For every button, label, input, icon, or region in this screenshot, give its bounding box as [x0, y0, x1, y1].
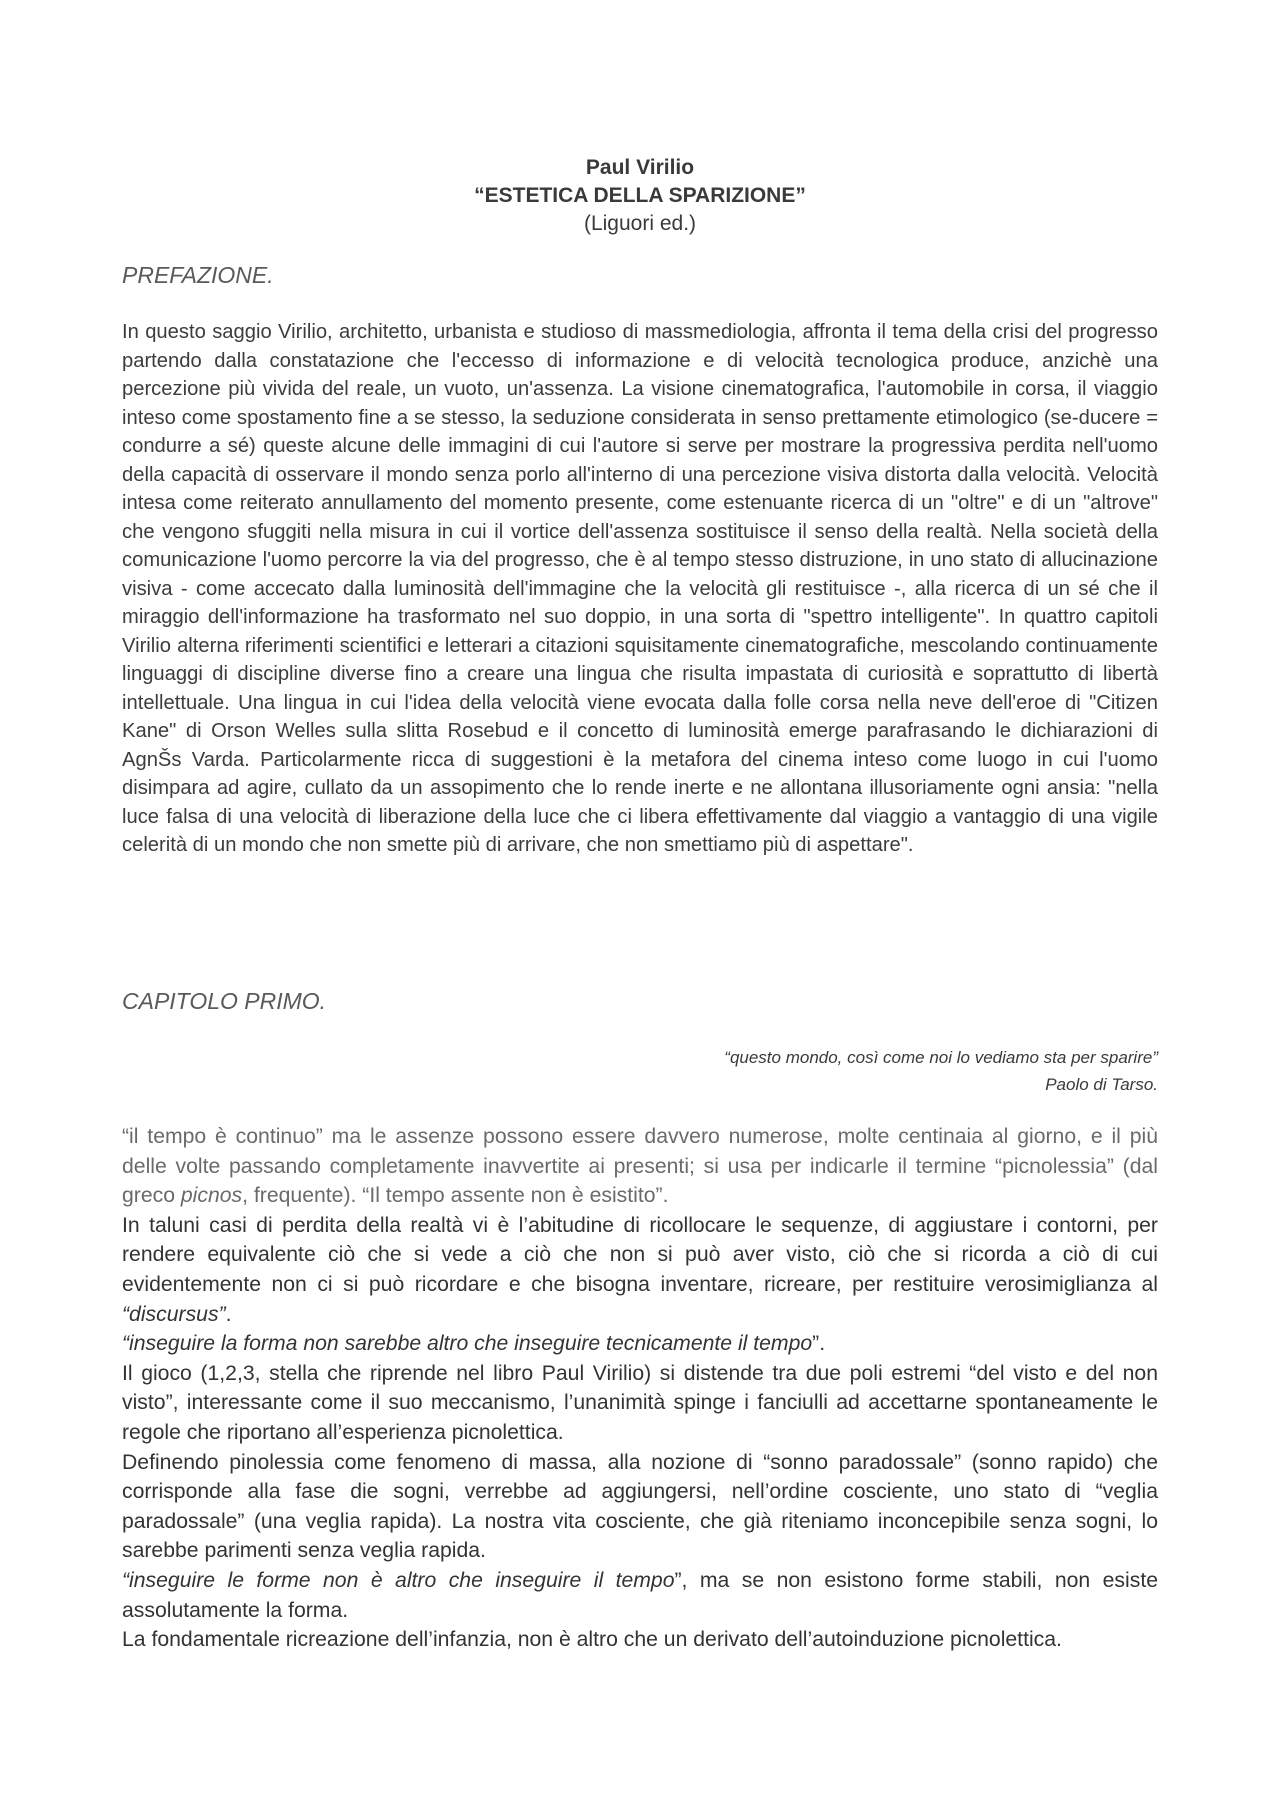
author-name: Paul Virilio [585, 156, 695, 179]
text-span: ”. [812, 1332, 826, 1356]
chapter-paragraph [122, 1566, 1158, 1625]
text-span: , frequente). “Il tempo assente non è esistito”. [242, 1184, 669, 1208]
chapter-paragraph [122, 1211, 1158, 1329]
text-span: In taluni casi di perdita della realtà vi è l’abitudine di ricollocare le sequenze, di aggiustare i contorni, per rendere equivalente ciò che si vede a ciò che non si può aver visto, ciò che si ricorda a ciò di cui evidentemente non ci si può ricordare e che bisogna inventare, ricreare, per restituire verosimiglianza al [122, 1213, 1158, 1296]
prefazione-heading: PREFAZIONE. [122, 262, 274, 288]
publisher: (Liguori ed.) [583, 212, 697, 235]
chapter-paragraph: Definendo pinolessia come fenomeno di massa, alla nozione di “sonno paradossale” (sonno rapido) che corrisponde alla fase die sogni, verrebbe ad aggiungersi, nell’ordine cosciente, uno stato di “veglia paradossale” (una veglia rapida). La nostra vita cosciente, che già riteniamo inconcepibile senza sogni, lo sarebbe parimenti senza veglia rapida. [122, 1450, 1158, 1563]
prefazione-text: In questo saggio Virilio, architetto, urbanista e studioso di massmediologia, affronta il tema della crisi del progresso partendo dalla constatazione che l'eccesso di informazione e di velocità tecnologica produce, anzichè una percezione più vivida del reale, un vuoto, un'assenza. La visione cinematografica, l'automobile in corsa, il viaggio inteso come spostamento fine a se stesso, la seduzione considerata in senso prettamente etimologico (se-ducere = condurre a sé) queste alcune delle immagini di cui l'autore si serve per mostrare la progressiva perdita nell'uomo della capacità di osservare il mondo senza porlo all'interno di una percezione visiva distorta dalla velocità. Velocità intesa come reiterato annullamento del momento presente, come estenuante ricerca di un "oltre" e di un "altrove" che vengono sfuggiti nella misura in cui il vortice dell'assenza sostituisce il senso della realtà. Nella società della comunicazione l'uomo percorre la via del progresso, che è al tempo stesso distruzione, in uno stato di allucinazione visiva - come accecato dalla luminosità dell'immagine che la velocità gli restituisce -, alla ricerca di un sé che il miraggio dell'informazione ha trasformato nel suo doppio, in una sorta di "spettro intelligente". In quattro capitoli Virilio alterna riferimenti scientifici e letterari a citazioni squisitamente cinematografiche, mescolando continuamente linguaggi di discipline diverse fino a creare una lingua che risulta impastata di curiosità e soprattutto di libertà intellettuale. Una lingua in cui l'idea della velocità viene evocata dalla folle corsa nella neve dell'eroe di "Citizen Kane" di Orson Welles sulla slitta Rosebud e il concetto di luminosità emerge parafrasando le dichiarazioni di AgnŠs Varda. Particolarmente ricca di suggestioni è la metafora del cinema inteso come luogo in cui l'uomo disimpara ad agire, cullato da un assopimento che lo rende inerte e ne allontana illusoriamente ogni ansia: "nella luce falsa di una velocità di liberazione della luce che ci libera effettivamente dal viaggio a vantaggio di una vigile celerità di un mondo che non smette più di arrivare, che non smettiamo più di aspettare". [122, 321, 1158, 856]
chapter-paragraph [122, 1122, 1158, 1211]
chapter-body [122, 1122, 1158, 1655]
italic-term: picnos [180, 1184, 243, 1208]
epigraph [724, 1044, 1158, 1098]
text-span: . [225, 1302, 232, 1326]
title-block [122, 154, 1158, 238]
italic-quote: “inseguire la forma non sarebbe altro che inseguire tecnicamente il tempo [122, 1332, 813, 1356]
epigraph-author: Paolo di Tarso. [1045, 1075, 1158, 1094]
italic-quote: “inseguire le forme non è altro che inseguire il tempo [122, 1568, 675, 1592]
capitolo-heading: CAPITOLO PRIMO. [122, 988, 327, 1014]
epigraph-quote: “questo mondo, così come noi lo vediamo sta per sparire” [724, 1048, 1158, 1067]
italic-term: “discursus” [122, 1302, 226, 1326]
text-span: “il tempo è continuo” ma le assenze possono essere davvero numerose, molte centinaia al giorno, e il più delle volte passando completamente inavvertite ai presenti; si usa per indicarle il termine “picnolessia” (dal greco [122, 1125, 1158, 1208]
book-title: “ESTETICA DELLA SPARIZIONE” [474, 184, 806, 207]
chapter-paragraph [122, 1329, 1158, 1359]
text-span: ”, ma se non esistono forme stabili, non esiste assolutamente la forma. [122, 1568, 1158, 1622]
chapter-paragraph: Il gioco (1,2,3, stella che riprende nel libro Paul Virilio) si distende tra due poli estremi “del visto e del non visto”, interessante come il suo meccanismo, l’unanimità spinge i fanciulli ad accettarne spontaneamente le regole che riportano all’esperienza picnolettica. [122, 1361, 1158, 1444]
chapter-paragraph: La fondamentale ricreazione dell’infanzia, non è altro che un derivato dell’autoinduzione picnolettica. [122, 1628, 1062, 1652]
